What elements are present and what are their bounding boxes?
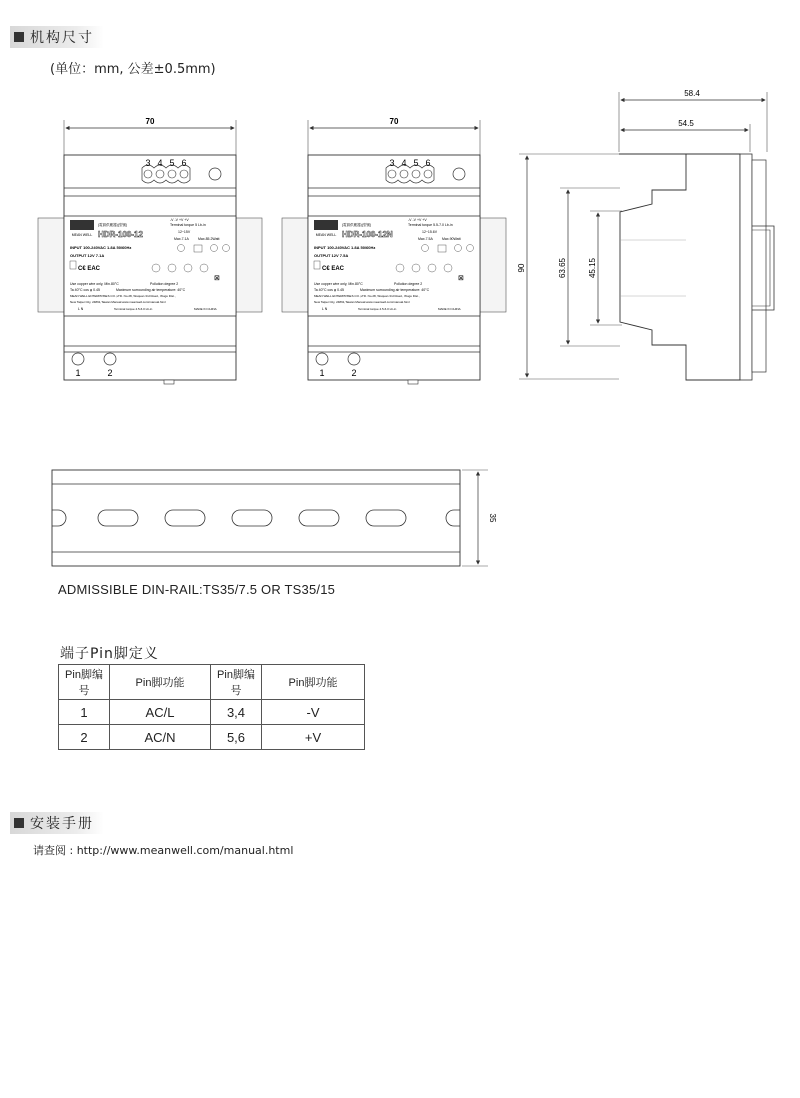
table-header: Pin脚编号	[211, 665, 262, 700]
city-text: New Taipei City, 24891,Taiwan Manual:www.meanwell.com/manual.html	[314, 300, 410, 304]
rail-height-dim: 35	[488, 513, 497, 523]
side-dim-mid: 63.65	[558, 257, 567, 279]
pin-label: 5	[413, 158, 419, 168]
pin-label: 6	[425, 158, 431, 168]
city-text: New Taipei City, 24891,Taiwan Manual:www.meanwell.com/manual.html	[70, 300, 166, 304]
max-current-text: Max.7.5A	[418, 237, 433, 241]
model-cn-text: (電源供應器)(型號)	[342, 223, 372, 227]
pin-definition-table	[58, 664, 365, 750]
pin-table-title: 端子Pin脚定义	[60, 646, 159, 662]
torque-top-text: Terminal torque 5.5-7.0 Lb-in	[408, 223, 453, 227]
company-text: MEAN WELL ENTERPRISES CO.,LTD. No.28, Wuquan 3rd Road., Wugu Dist.,	[314, 294, 420, 298]
front-view-2	[282, 117, 506, 384]
model-text: HDR-100-12N	[342, 230, 393, 239]
max-watt-text: Max.85.2Watt	[198, 237, 220, 241]
table-header: Pin脚功能	[262, 665, 365, 700]
vadj-text: 12~15.6V	[422, 230, 438, 234]
pin-label: 4	[401, 158, 407, 168]
input-text: INPUT 100-240VAC 1.8A 50/60Hz	[70, 245, 132, 250]
pin-label: 3	[389, 158, 395, 168]
table-cell: AC/N	[110, 725, 211, 750]
made-in-text: MADE IN CHINA	[194, 307, 217, 311]
weee-bin-icon: ⊠	[214, 275, 220, 282]
output-text: OUTPUT 12V 7.1A	[70, 253, 105, 258]
table-cell: 1	[59, 700, 110, 725]
pollution-text: Pollution degree 2	[394, 282, 423, 286]
pin-label: 1	[75, 368, 81, 378]
din-rail-caption: ADMISSIBLE DIN-RAIL:TS35/7.5 OR TS35/15	[58, 582, 336, 597]
din-rail-drawing	[52, 470, 497, 566]
front-view-1	[38, 117, 262, 384]
side-view	[517, 89, 774, 380]
ta-text: Ta 40°C cos φ 0.45	[314, 288, 344, 292]
pollution-text: Pollution degree 2	[150, 282, 179, 286]
width-dim-label: 70	[145, 117, 155, 126]
pin-label: 4	[157, 158, 163, 168]
max-temp-text: Maximum surrounding air temperature: 40°C	[116, 288, 186, 292]
side-dim-height: 90	[517, 263, 526, 273]
torque-bottom-text: Terminal torque 4.5-6.0 Lb-in	[358, 307, 397, 311]
unit-note: (单位：mm, 公差±0.5mm)	[50, 62, 216, 77]
dimensions-title: 机构尺寸	[30, 30, 94, 46]
wire-text: Use copper wire only, Min.80°C	[70, 282, 119, 286]
table-row	[59, 700, 365, 725]
table-cell: -V	[262, 700, 365, 725]
side-dim-top: 58.4	[684, 89, 700, 98]
table-cell: 2	[59, 725, 110, 750]
pin-label: 5	[169, 158, 175, 168]
made-in-text: MADE IN CHINA	[438, 307, 461, 311]
company-text: MEAN WELL ENTERPRISES CO.,LTD. No.28, Wuquan 3rd Road., Wugu Dist.,	[70, 294, 176, 298]
table-header: Pin脚编号	[59, 665, 110, 700]
pin-label: 1	[319, 368, 325, 378]
side-dim-second: 54.5	[678, 119, 694, 128]
manual-section-header	[10, 812, 104, 834]
polarity-text: -V -V +V +V	[170, 218, 189, 222]
ln-text: L N	[322, 307, 328, 311]
pin-label: 2	[351, 368, 357, 378]
torque-top-text: Terminal torque 5 Lb-in	[170, 223, 206, 227]
ln-text: L N	[78, 307, 84, 311]
pin-label: 2	[107, 368, 113, 378]
table-cell: 3,4	[211, 700, 262, 725]
input-text: INPUT 100-240VAC 1.8A 50/60Hz	[314, 245, 376, 250]
pin-label: 6	[181, 158, 187, 168]
pin-label: 3	[145, 158, 151, 168]
side-dim-inner: 45.15	[588, 257, 597, 279]
max-watt-text: Max.90Watt	[442, 237, 461, 241]
brand-text: MEAN WELL	[315, 233, 337, 237]
weee-bin-icon: ⊠	[458, 275, 464, 282]
max-current-text: Max.7.1A	[174, 237, 189, 241]
table-cell: 5,6	[211, 725, 262, 750]
wire-text: Use copper wire only, Min.80°C	[314, 282, 363, 286]
table-header-row	[59, 665, 365, 700]
manual-title: 安装手册	[30, 816, 94, 832]
brand-text: MEAN WELL	[71, 233, 93, 237]
vadj-text: 12~15V	[178, 230, 191, 234]
bullet-square-icon	[14, 818, 24, 828]
torque-bottom-text: Terminal torque 4.5-6.0 Lb-in	[114, 307, 153, 311]
max-temp-text: Maximum surrounding air temperature: 40°C	[360, 288, 430, 292]
table-cell: AC/L	[110, 700, 211, 725]
table-header: Pin脚功能	[110, 665, 211, 700]
ta-text: Ta 40°C cos φ 0.45	[70, 288, 100, 292]
ce-mark-icon: C€ EAC	[78, 266, 101, 272]
polarity-text: -V -V +V +V	[408, 218, 427, 222]
manual-link[interactable]: 请查阅 : http://www.meanwell.com/manual.html	[33, 844, 294, 857]
width-dim-label: 70	[389, 117, 399, 126]
model-text: HDR-100-12	[98, 230, 143, 239]
table-row	[59, 725, 365, 750]
table-cell: +V	[262, 725, 365, 750]
ce-mark-icon: C€ EAC	[322, 266, 345, 272]
output-text: OUTPUT 12V 7.5A	[314, 253, 349, 258]
model-cn-text: (電源供應器)(型號)	[98, 223, 128, 227]
